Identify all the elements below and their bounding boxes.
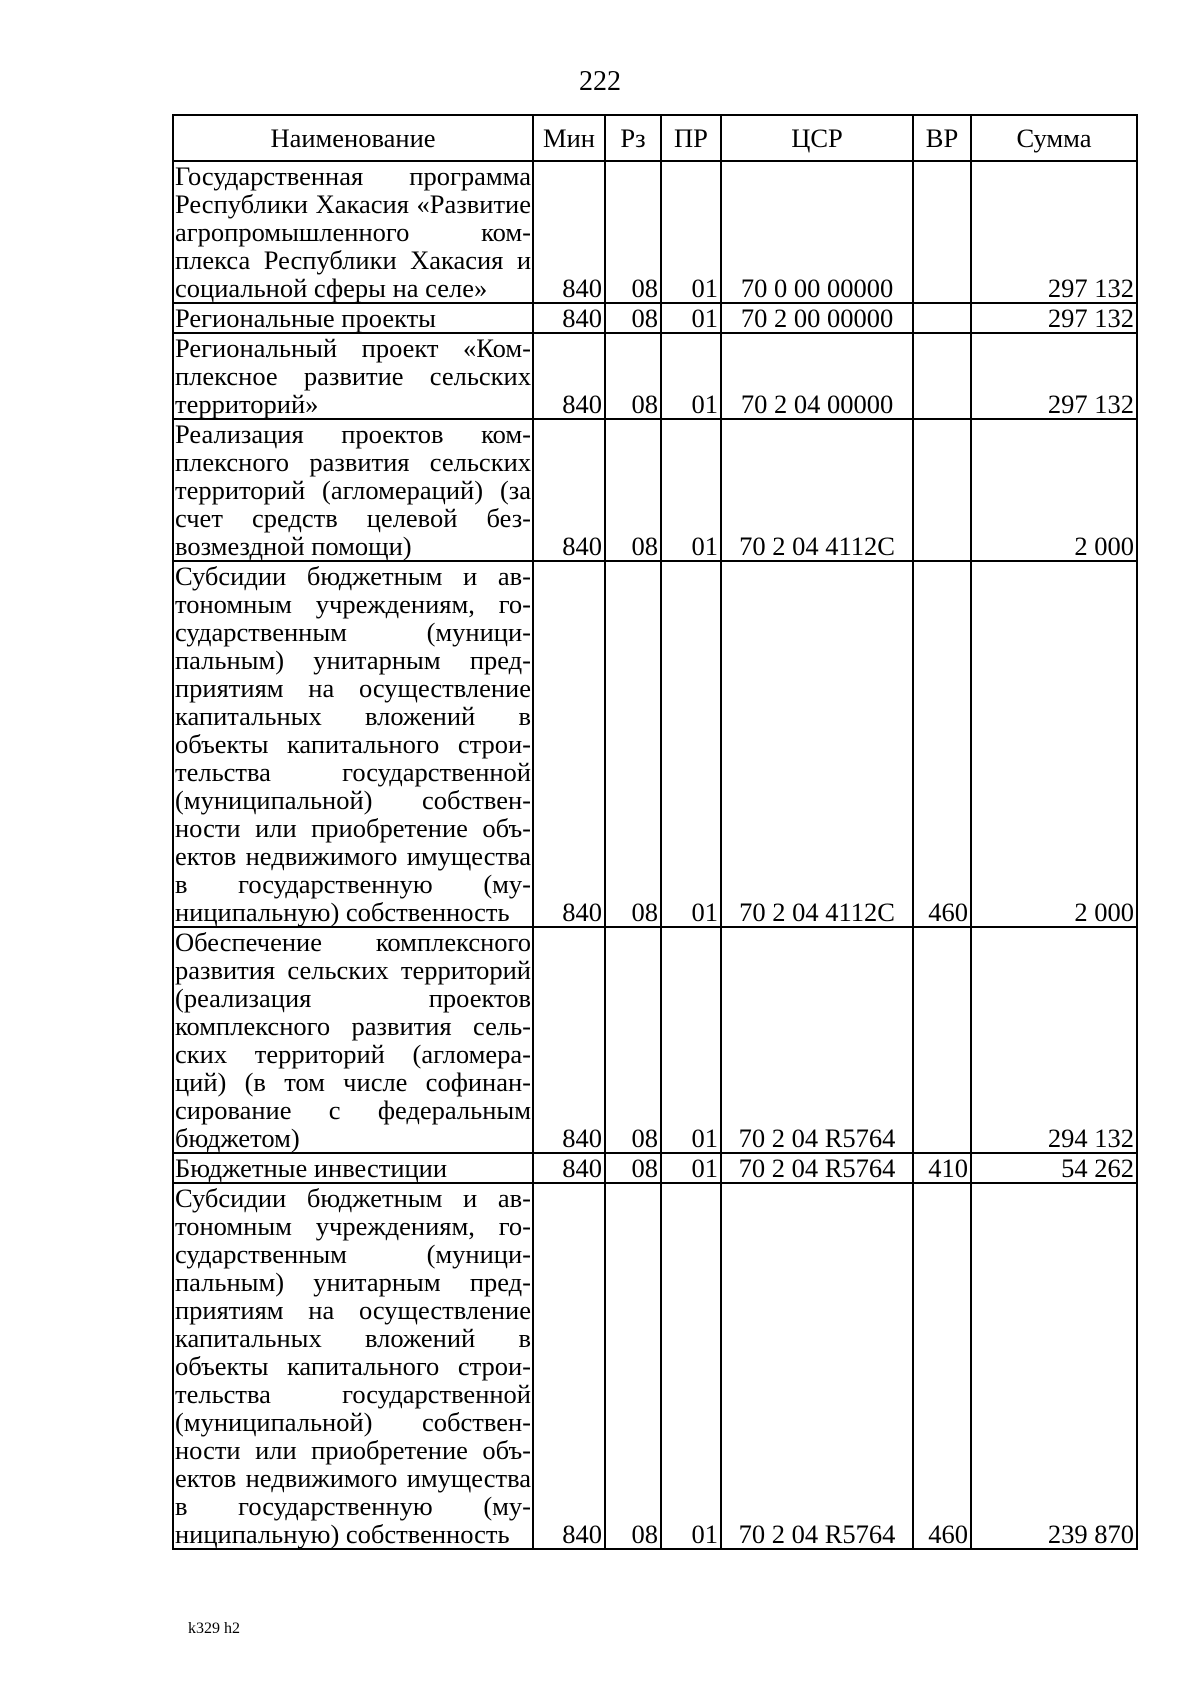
row-csr: 70 2 04 R5764: [721, 1153, 913, 1183]
header-sum: Сумма: [971, 115, 1137, 161]
row-vr: 460: [913, 561, 971, 927]
row-vr: [913, 161, 971, 303]
header-csr: ЦСР: [721, 115, 913, 161]
row-pr: 01: [661, 1153, 721, 1183]
header-min: Мин: [533, 115, 605, 161]
row-min: 840: [533, 561, 605, 927]
row-min: 840: [533, 333, 605, 419]
row-rz: 08: [605, 419, 661, 561]
table-header-row: [173, 115, 1137, 161]
header-vr: ВР: [913, 115, 971, 161]
row-sum: 294 132: [971, 927, 1137, 1153]
header-rz: Рз: [605, 115, 661, 161]
row-rz: 08: [605, 303, 661, 333]
table-row: [173, 161, 1137, 303]
row-min: 840: [533, 161, 605, 303]
row-vr: [913, 927, 971, 1153]
row-pr: 01: [661, 1183, 721, 1549]
row-sum: 239 870: [971, 1183, 1137, 1549]
row-csr: 70 0 00 00000: [721, 161, 913, 303]
row-vr: [913, 303, 971, 333]
row-csr: 70 2 00 00000: [721, 303, 913, 333]
row-rz: 08: [605, 333, 661, 419]
row-rz: 08: [605, 927, 661, 1153]
row-rz: 08: [605, 1153, 661, 1183]
header-pr: ПР: [661, 115, 721, 161]
row-min: 840: [533, 303, 605, 333]
table-row: [173, 561, 1137, 927]
row-name: Обеспечение комплексного развития сельских территорий (реализация проектов комплексного развития сельских территорий (агломераций) (в том числе софинансирование с федеральным бюджетом): [175, 927, 531, 1153]
row-pr: 01: [661, 419, 721, 561]
row-vr: [913, 333, 971, 419]
row-min: 840: [533, 927, 605, 1153]
table-row: [173, 927, 1137, 1153]
row-name: Бюджетные инвестиции: [173, 1153, 533, 1183]
row-pr: 01: [661, 927, 721, 1153]
table-row: [173, 1183, 1137, 1549]
row-sum: 2 000: [971, 561, 1137, 927]
row-sum: 297 132: [971, 333, 1137, 419]
footer-code: k329 h2: [188, 1620, 240, 1637]
budget-table: [172, 114, 1138, 1550]
row-rz: 08: [605, 561, 661, 927]
row-vr: 410: [913, 1153, 971, 1183]
table-row: [173, 419, 1137, 561]
row-sum: 297 132: [971, 161, 1137, 303]
row-csr: 70 2 04 R5764: [721, 1183, 913, 1549]
row-sum: 297 132: [971, 303, 1137, 333]
row-min: 840: [533, 1153, 605, 1183]
row-csr: 70 2 04 00000: [721, 333, 913, 419]
row-rz: 08: [605, 161, 661, 303]
row-name: Субсидии бюджетным и автономным учреждениям, государственным (муниципальным) унитарным предприятиям на осуществление капитальных вложений в объекты капитального строительства государственной (муниципальной) собственности или приобретение объектов недвижимого имущества в государственную (муниципальную) собственность: [175, 1183, 531, 1549]
row-sum: 54 262: [971, 1153, 1137, 1183]
header-name: Наименование: [173, 115, 533, 161]
row-min: 840: [533, 419, 605, 561]
row-pr: 01: [661, 161, 721, 303]
table-row: [173, 333, 1137, 419]
row-name: Субсидии бюджетным и автономным учреждениям, государственным (муниципальным) унитарным предприятиям на осуществление капитальных вложений в объекты капитального строительства государственной (муниципальной) собственности или приобретение объектов недвижимого имущества в государственную (муниципальную) собственность: [175, 561, 531, 927]
table-row: [173, 1153, 1137, 1183]
row-vr: [913, 419, 971, 561]
row-name: Региональный проект «Комплексное развитие сельских территорий»: [175, 333, 531, 419]
row-name: Реализация проектов комплексного развития сельских территорий (агломераций) (за счет средств целевой безвозмездной помощи): [175, 419, 531, 561]
row-sum: 2 000: [971, 419, 1137, 561]
page-number: 222: [579, 66, 621, 97]
table-row: [173, 303, 1137, 333]
row-name: Государственная программа Республики Хакасия «Развитие агропромышленного комплекса Республики Хакасия и социальной сферы на селе»: [175, 161, 531, 303]
row-min: 840: [533, 1183, 605, 1549]
row-csr: 70 2 04 R5764: [721, 927, 913, 1153]
row-name: Региональные проекты: [173, 303, 533, 333]
row-vr: 460: [913, 1183, 971, 1549]
row-pr: 01: [661, 333, 721, 419]
row-rz: 08: [605, 1183, 661, 1549]
row-csr: 70 2 04 4112С: [721, 561, 913, 927]
row-pr: 01: [661, 303, 721, 333]
row-pr: 01: [661, 561, 721, 927]
row-csr: 70 2 04 4112С: [721, 419, 913, 561]
